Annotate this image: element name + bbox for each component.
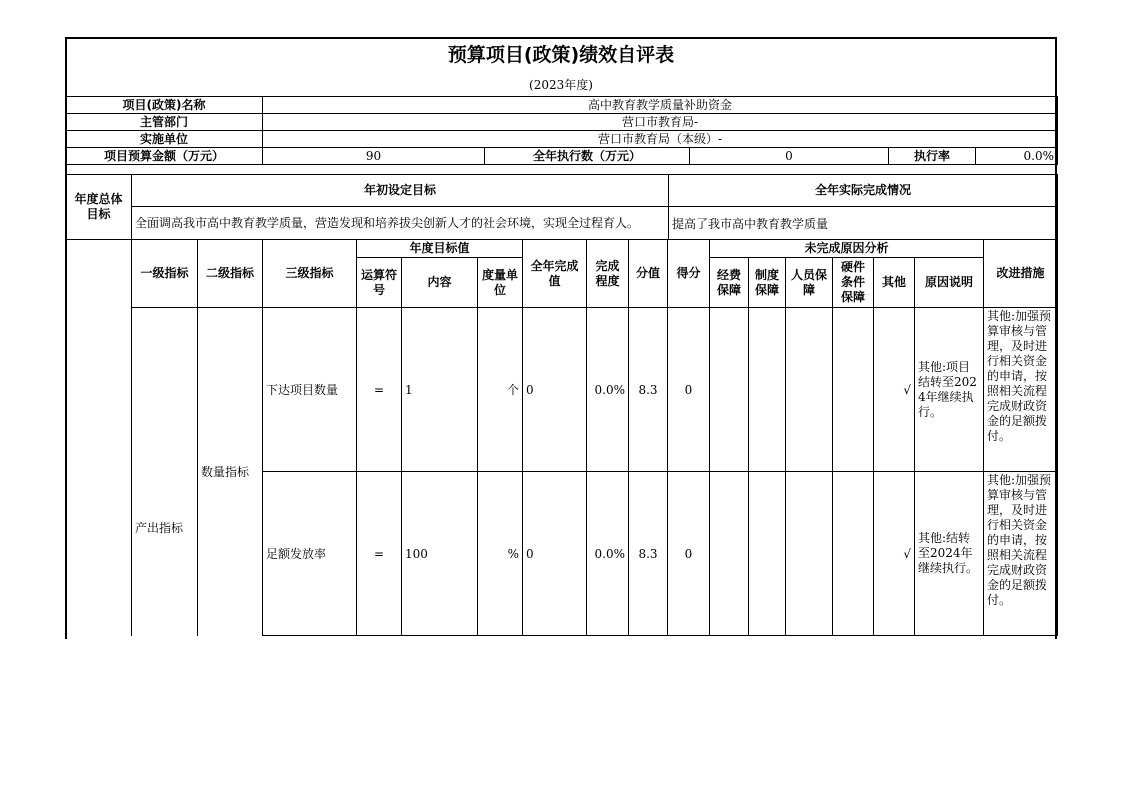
row1-personnel <box>786 308 833 472</box>
header-level2: 二级指标 <box>198 240 263 308</box>
row1-score: 0 <box>668 308 710 472</box>
row2-other-check: √ <box>874 472 915 636</box>
header-unit: 度量单位 <box>478 258 523 308</box>
budget-row <box>66 148 1058 165</box>
page-title: 预算项目(政策)绩效自评表 <box>447 44 675 66</box>
page-subtitle: (2023年度) <box>529 78 593 92</box>
project-name-value: 高中教育教学质量补助资金 <box>263 97 1058 114</box>
budget-label: 项目预算金额（万元） <box>66 148 263 165</box>
level2-quantity-cell: 数量指标 <box>198 308 263 636</box>
row1-funding <box>710 308 749 472</box>
initial-goal-label: 年初设定目标 <box>132 175 669 207</box>
project-name-row <box>66 97 1058 114</box>
goal-header-row <box>66 175 1058 207</box>
row2-completed: 0 <box>523 472 587 636</box>
header-degree: 完成程度 <box>587 240 629 308</box>
row2-degree: 0.0% <box>587 472 629 636</box>
row1-score-value: 8.3 <box>629 308 668 472</box>
level1-output-cell: 产出指标 <box>132 308 198 636</box>
row1-degree: 0.0% <box>587 308 629 472</box>
header-improve: 改进措施 <box>984 240 1058 308</box>
row2-system <box>749 472 786 636</box>
header-level1: 一级指标 <box>132 240 198 308</box>
annual-goal-table <box>65 174 1058 240</box>
row2-improve: 其他:加强预算审核与管理，及时进行相关资金的申请，按照相关流程完成财政资金的足额拨付。 <box>984 472 1058 636</box>
indicator-table <box>65 239 1058 636</box>
header-row-1 <box>66 240 1058 258</box>
header-system: 制度保障 <box>749 258 786 308</box>
header-completed: 全年完成值 <box>523 240 587 308</box>
actual-goal-text: 提高了我市高中教育教学质量 <box>669 207 1058 240</box>
goal-row-label: 年度总体目标 <box>66 175 132 240</box>
impl-value: 营口市教育局（本级）- <box>263 131 1058 148</box>
dept-row <box>66 114 1058 131</box>
project-info-table <box>65 96 1058 165</box>
row2-reason: 其他:结转至2024年继续执行。 <box>915 472 984 636</box>
header-score: 得分 <box>668 240 710 308</box>
header-reason-group: 未完成原因分析 <box>710 240 984 258</box>
row2-content: 100 <box>402 472 478 636</box>
rate-label: 执行率 <box>889 148 976 165</box>
row1-other-check: √ <box>874 308 915 472</box>
goal-text-row <box>66 207 1058 240</box>
header-level3: 三级指标 <box>263 240 357 308</box>
row1-unit: 个 <box>478 308 523 472</box>
header-hardware: 硬件条件保障 <box>833 258 874 308</box>
row1-hardware <box>833 308 874 472</box>
header-other: 其他 <box>874 258 915 308</box>
row2-score-value: 8.3 <box>629 472 668 636</box>
table-row <box>66 308 1058 472</box>
project-name-label: 项目(政策)名称 <box>66 97 263 114</box>
row2-funding <box>710 472 749 636</box>
header-target-group: 年度目标值 <box>357 240 523 258</box>
row1-content: 1 <box>402 308 478 472</box>
row1-completed: 0 <box>523 308 587 472</box>
row2-score: 0 <box>668 472 710 636</box>
row2-unit: % <box>478 472 523 636</box>
header-content: 内容 <box>402 258 478 308</box>
dept-value: 营口市教育局- <box>263 114 1058 131</box>
row2-personnel <box>786 472 833 636</box>
initial-goal-text: 全面调高我市高中教育教学质量，营造发现和培养拔尖创新人才的社会环境，实现全过程育人。 <box>132 207 669 240</box>
header-personnel: 人员保障 <box>786 258 833 308</box>
row1-reason: 其他:项目结转至2024年继续执行。 <box>915 308 984 472</box>
row2-operator: = <box>357 472 402 636</box>
header-operator: 运算符号 <box>357 258 402 308</box>
dept-label: 主管部门 <box>66 114 263 131</box>
row1-operator: = <box>357 308 402 472</box>
actual-goal-label: 全年实际完成情况 <box>669 175 1058 207</box>
header-reason: 原因说明 <box>915 258 984 308</box>
rate-value: 0.0% <box>976 148 1058 165</box>
row1-system <box>749 308 786 472</box>
budget-value: 90 <box>263 148 485 165</box>
header-score-value: 分值 <box>629 240 668 308</box>
row1-improve: 其他:加强预算审核与管理，及时进行相关资金的申请，按照相关流程完成财政资金的足额拨付。 <box>984 308 1058 472</box>
row2-hardware <box>833 472 874 636</box>
row2-indicator: 足额发放率 <box>263 472 357 636</box>
left-blank-cell <box>66 240 132 636</box>
executed-label: 全年执行数（万元） <box>485 148 690 165</box>
row1-indicator: 下达项目数量 <box>263 308 357 472</box>
header-funding: 经费保障 <box>710 258 749 308</box>
impl-row <box>66 131 1058 148</box>
impl-label: 实施单位 <box>66 131 263 148</box>
executed-value: 0 <box>690 148 889 165</box>
